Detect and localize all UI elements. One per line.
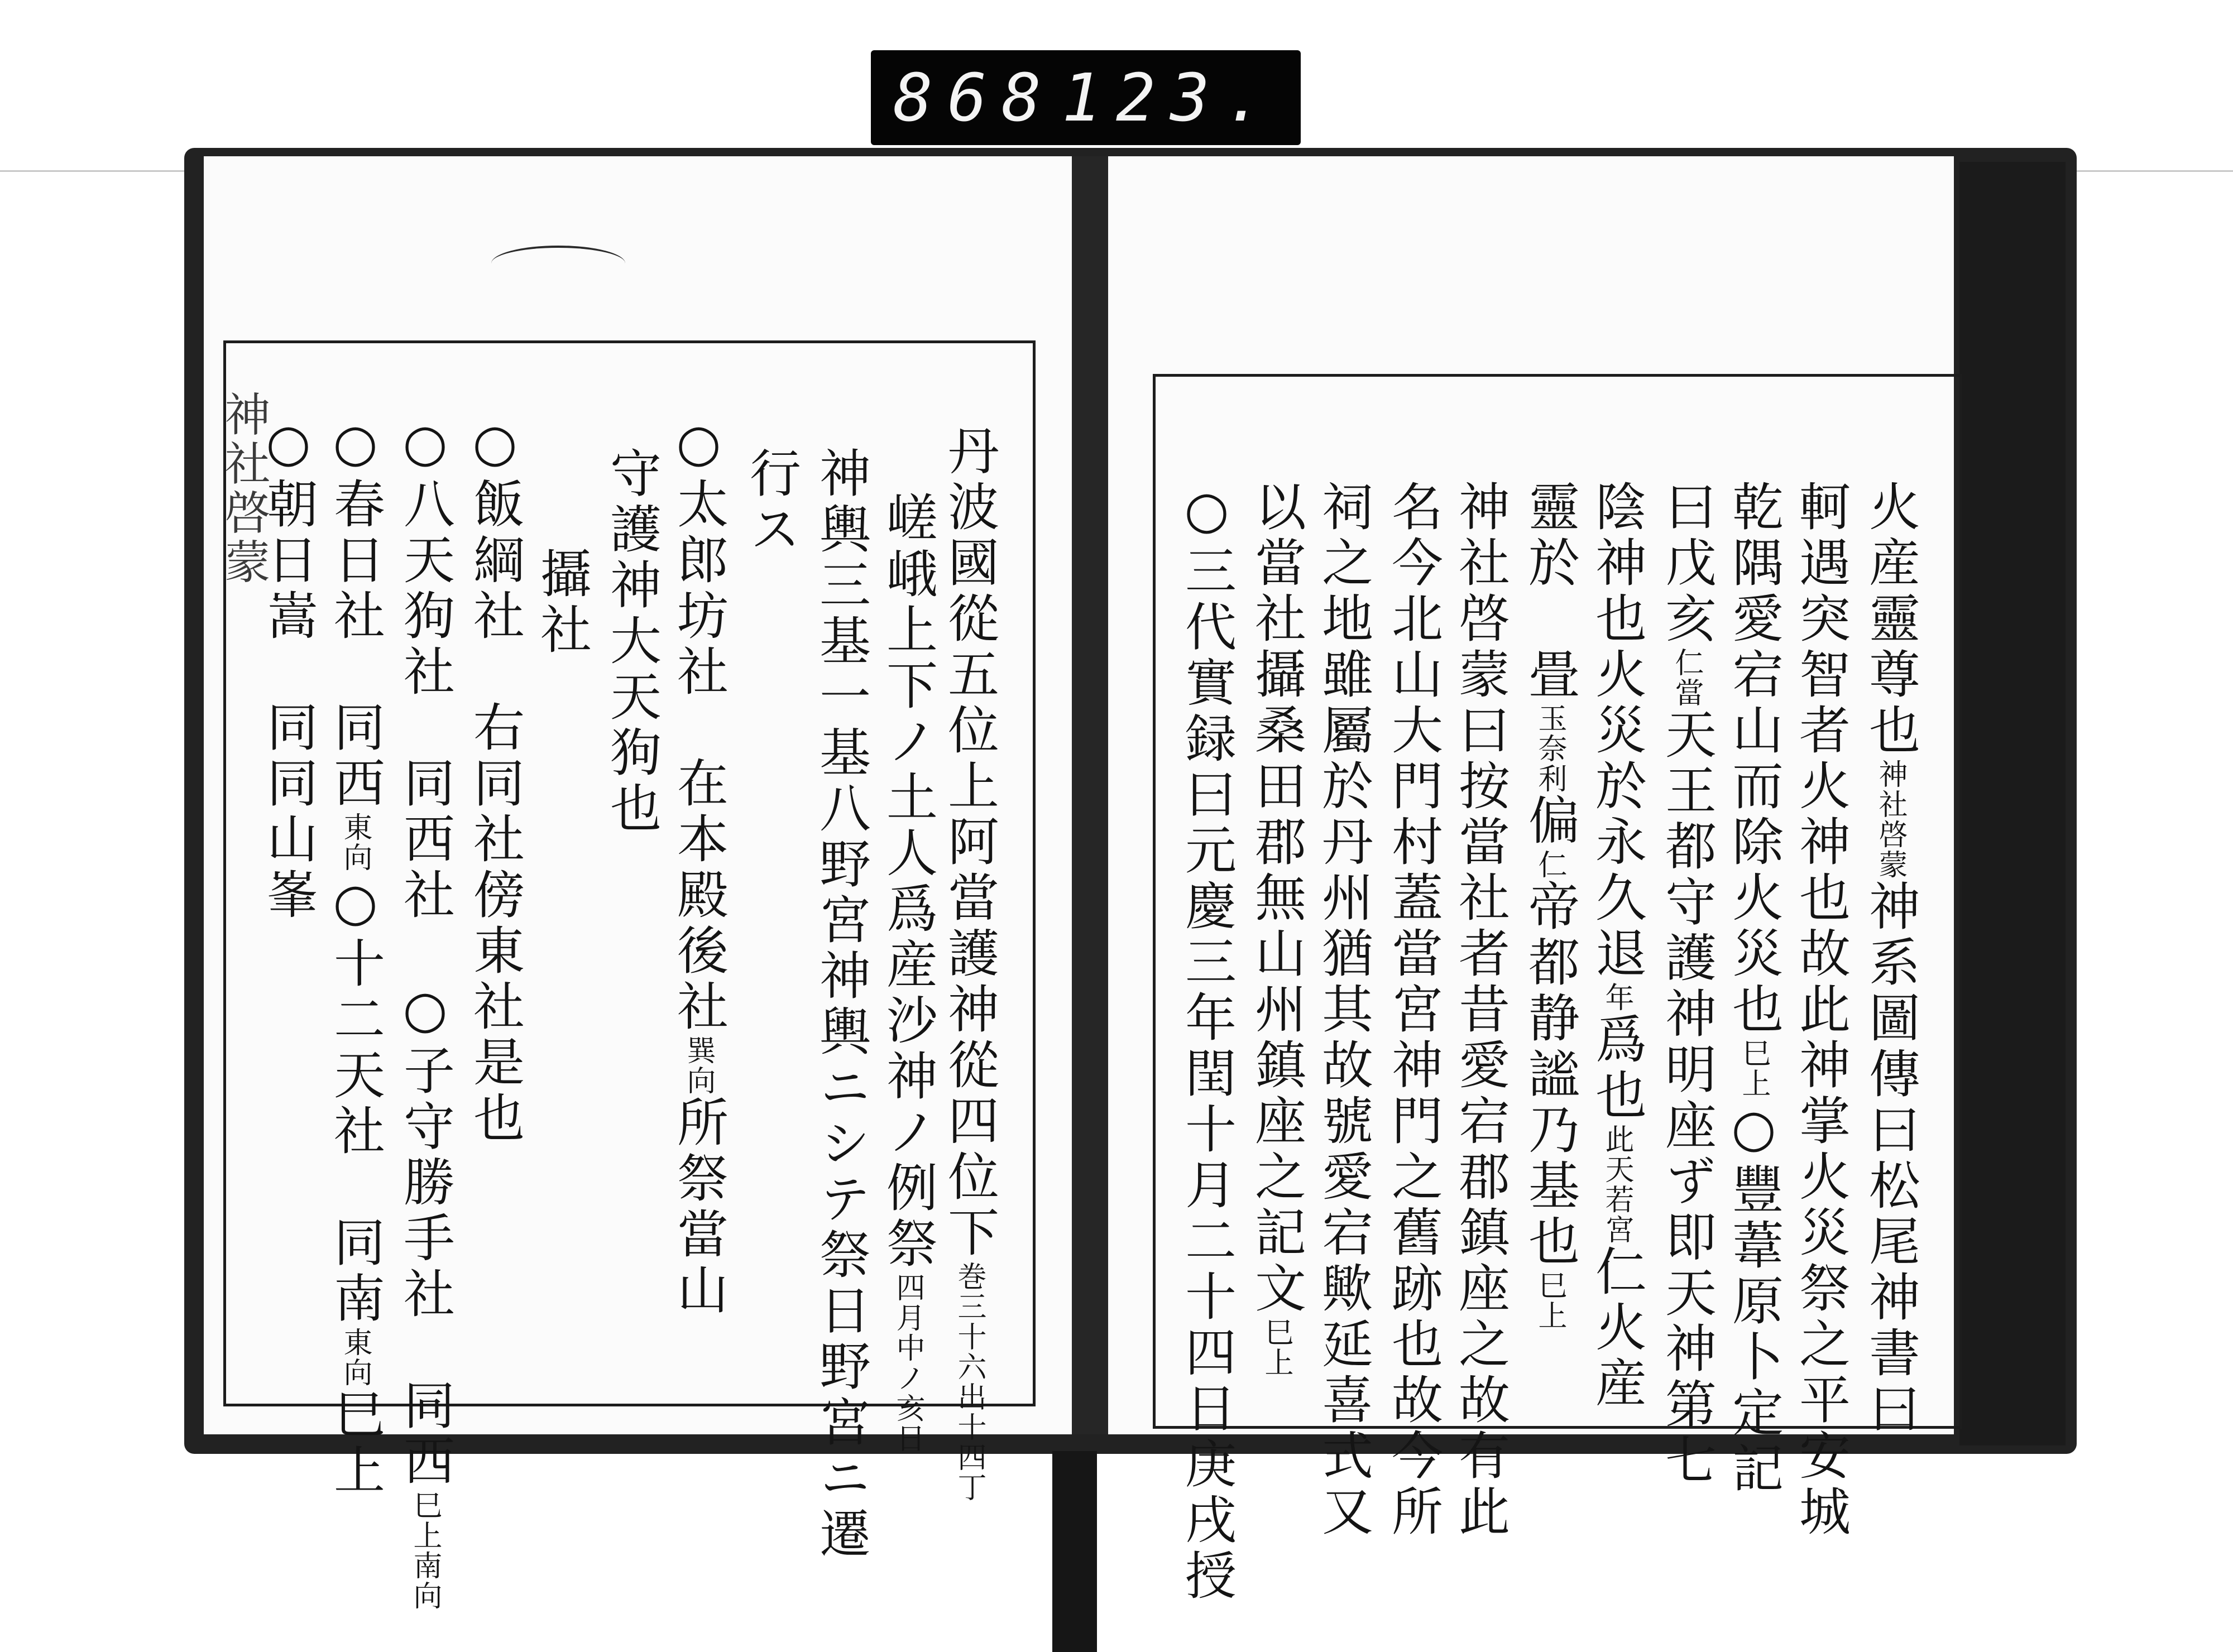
- book-gutter: [1072, 156, 1108, 1434]
- catalog-number-right: 123.: [1061, 59, 1278, 136]
- col-text-2: 神系圖傳曰松尾神書曰: [1861, 880, 1920, 1438]
- col-text: 火産靈尊也: [1861, 480, 1920, 759]
- col-text: 名今北山大門村蓋當宮神門之舊跡也故今所: [1383, 480, 1443, 1540]
- col-text: 以當社攝桑田郡無山州鎮座之記文: [1247, 480, 1306, 1317]
- col-note: 東向: [338, 812, 372, 872]
- left-col-10: [325, 413, 385, 1499]
- ink-scratch: [491, 246, 625, 281]
- right-col-4: [1657, 480, 1717, 1489]
- col-text-3: 仁火産: [1587, 1245, 1647, 1412]
- left-col-8: [465, 413, 525, 1147]
- col-note-2: 東向: [338, 1327, 372, 1387]
- col-text-2: ○豐葦原卜定記: [1724, 1098, 1784, 1497]
- col-text: 行ス: [741, 446, 801, 558]
- col-text: 嵯峨上下ノ土人爲産沙神ノ例祭: [878, 491, 938, 1272]
- col-text-2: ○十二天社 同南: [325, 872, 385, 1327]
- col-note: 神社啓蒙: [1873, 759, 1907, 880]
- col-text: 軻遇突智者火神也故此神掌火災祭之平安城: [1791, 480, 1851, 1540]
- col-text: ○飯綱社 右同社傍東社是也: [465, 413, 525, 1147]
- col-text: 祠之地雖屬於丹州猶其故號愛宕歟延喜式又: [1314, 480, 1373, 1540]
- left-page-edge-title: 神社啓蒙: [217, 391, 270, 587]
- col-text: 攝社: [532, 491, 592, 659]
- col-note-3: 巳上: [1533, 1270, 1566, 1331]
- col-note: 巳上: [1737, 1038, 1770, 1098]
- col-text-2: 所祭當山: [669, 1096, 729, 1319]
- col-note: 巻三十六出十四丁: [952, 1261, 986, 1502]
- col-text: ○太郎坊社 在本殿後社: [669, 413, 729, 1035]
- col-text: ○春日社 同西: [325, 413, 385, 812]
- col-note: 巳上南向: [408, 1490, 442, 1611]
- right-col-1: [1861, 480, 1920, 1438]
- col-note: 年: [1600, 982, 1633, 1012]
- col-note-2: 仁: [1533, 849, 1566, 880]
- col-text-2: 偏: [1520, 794, 1580, 849]
- col-note: 仁當: [1670, 647, 1703, 708]
- catalog-number-left: 868: [893, 59, 1056, 136]
- col-text-2: 天王都守護神明座ず即天神第七: [1657, 708, 1717, 1489]
- bookmark-tab: [1052, 1451, 1097, 1652]
- left-col-5: [669, 413, 729, 1319]
- col-text: 神輿三基一基八野宮神輿ニシテ祭日野宮ニ遷: [811, 446, 871, 1563]
- col-text: ○八天狗社 同西社 ○子守勝手社 同西: [395, 413, 455, 1490]
- col-text: 陰神也火災於永久退: [1587, 480, 1647, 982]
- col-text: 丹波國從五位上阿當護神從四位下: [940, 424, 999, 1261]
- right-col-9: [1314, 480, 1373, 1540]
- col-note: 四月中ノ亥日: [891, 1272, 924, 1453]
- left-col-1: [940, 424, 999, 1502]
- col-text: 靈於 畳: [1520, 480, 1580, 703]
- right-col-8: [1383, 480, 1443, 1540]
- left-col-3: [811, 446, 871, 1563]
- col-text: 守護神大天狗也: [602, 446, 662, 837]
- right-col-10: [1247, 480, 1306, 1377]
- right-col-6: [1520, 480, 1580, 1331]
- col-text-3: 巳上: [325, 1387, 385, 1499]
- col-text: ○三代實録曰元慶三年閏十月二十四日庚戌授: [1177, 480, 1237, 1605]
- left-col-2: [878, 491, 938, 1453]
- right-col-11: [1177, 480, 1237, 1605]
- right-col-5: [1587, 480, 1647, 1412]
- col-note-2: 此天若宮: [1600, 1124, 1633, 1245]
- left-col-7: [532, 491, 592, 659]
- left-col-11: [258, 413, 318, 924]
- col-note: 巽向: [682, 1035, 715, 1096]
- right-col-7: [1450, 480, 1510, 1540]
- catalog-label: [871, 50, 1301, 145]
- book-spine-edge: [1959, 162, 2066, 1446]
- col-text: 乾隅愛宕山而除火災也: [1724, 480, 1784, 1038]
- left-col-6: [602, 446, 662, 837]
- col-text: 曰戊亥: [1657, 480, 1717, 647]
- col-text-3: 帝都静謐乃基也: [1520, 880, 1580, 1270]
- left-col-4: [741, 446, 801, 558]
- right-col-2: [1791, 480, 1851, 1540]
- col-text-2: 爲也: [1587, 1012, 1647, 1124]
- col-text: ○朝日嵩 同同山峯: [258, 413, 318, 924]
- col-text: 神社啓蒙曰按當社者昔愛宕郡鎮座之故有此: [1450, 480, 1510, 1540]
- col-note: 玉奈利: [1533, 703, 1566, 794]
- col-note: 巳上: [1259, 1317, 1293, 1377]
- right-col-3: [1724, 480, 1784, 1497]
- left-col-9: [395, 413, 455, 1611]
